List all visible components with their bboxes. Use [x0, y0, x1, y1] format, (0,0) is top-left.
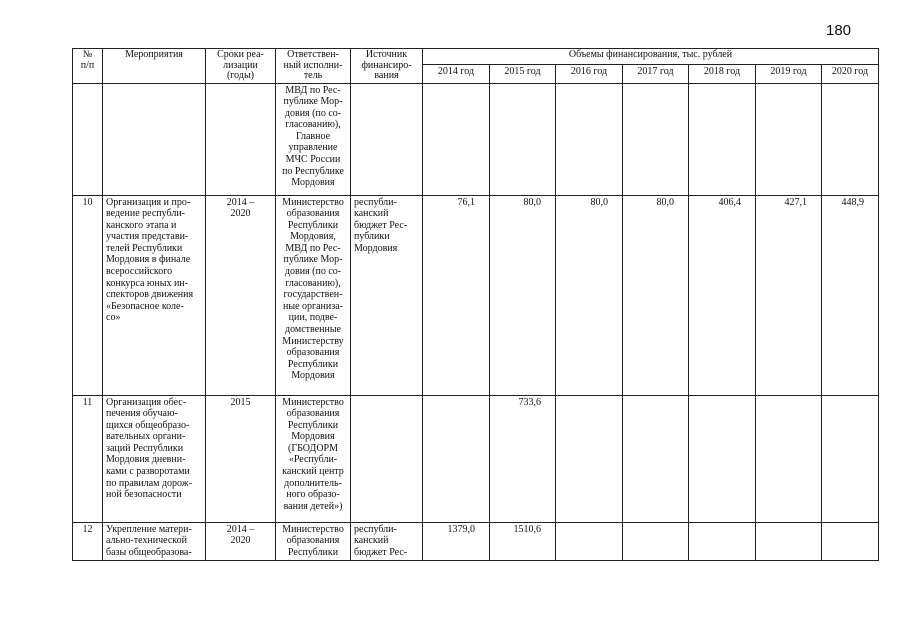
cell-value: 733,6	[490, 395, 556, 522]
header-source: Источник финансиро- вания	[351, 49, 423, 84]
header-row-1	[73, 49, 879, 65]
header-year: 2018 год	[689, 65, 756, 83]
cell-value: 80,0	[556, 195, 623, 395]
cell-responsible: Министерство образования Республики Мордовия (ГБОДОРМ «Республи- канский центр дополнитель- ного образо- вания детей»)	[276, 395, 351, 522]
cell-num: 12	[73, 522, 103, 560]
table-row	[73, 83, 879, 195]
cell-value	[689, 395, 756, 522]
cell-value: 80,0	[490, 195, 556, 395]
cell-value	[822, 522, 879, 560]
cell-value	[756, 395, 822, 522]
header-year: 2016 год	[556, 65, 623, 83]
cell-value	[756, 83, 822, 195]
cell-num: 11	[73, 395, 103, 522]
cell-value	[556, 83, 623, 195]
cell-value	[623, 522, 689, 560]
cell-value	[623, 395, 689, 522]
header-terms: Сроки реа- лизации (годы)	[206, 49, 276, 84]
cell-value	[822, 83, 879, 195]
header-funding-group: Объемы финансирования, тыс. рублей	[423, 49, 879, 65]
cell-terms: 2014 – 2020	[206, 195, 276, 395]
header-year: 2015 год	[490, 65, 556, 83]
header-event: Мероприятия	[103, 49, 206, 84]
table-row	[73, 395, 879, 522]
header-year: 2020 год	[822, 65, 879, 83]
header-year: 2014 год	[423, 65, 490, 83]
cell-responsible: Министерство образования Республики Мордовия, МВД по Рес- публике Мор- довия (по со- гласованию), государствен- ные организа- ции, подве- домственные Министерству образования Республики Мордовия	[276, 195, 351, 395]
table-row	[73, 195, 879, 395]
cell-terms: 2015	[206, 395, 276, 522]
cell-source	[351, 395, 423, 522]
cell-event: Укрепление матери- ально-технической базы общеобразова-	[103, 522, 206, 560]
cell-value	[423, 83, 490, 195]
header-year: 2017 год	[623, 65, 689, 83]
header-responsible: Ответствен- ный исполни- тель	[276, 49, 351, 84]
cell-value	[822, 395, 879, 522]
page-number: 180	[826, 22, 852, 39]
cell-value	[756, 522, 822, 560]
funding-table	[72, 48, 879, 561]
cell-terms: 2014 – 2020	[206, 522, 276, 560]
cell-responsible: МВД по Рес- публике Мор- довия (по со- гласованию), Главное управление МЧС России по Республике Мордовия	[276, 83, 351, 195]
cell-source	[351, 83, 423, 195]
cell-num	[73, 83, 103, 195]
cell-value	[556, 522, 623, 560]
cell-value	[490, 83, 556, 195]
cell-value: 76,1	[423, 195, 490, 395]
cell-event: Организация и про- ведение республи- канского этапа и участия представи- телей Республики Мордовия в финале всероссийского конкурса юных ин- спекторов движения «Безопасное коле- со»	[103, 195, 206, 395]
header-year: 2019 год	[756, 65, 822, 83]
cell-terms	[206, 83, 276, 195]
table-row	[73, 522, 879, 560]
cell-value: 1379,0	[423, 522, 490, 560]
cell-value: 1510,6	[490, 522, 556, 560]
cell-value	[556, 395, 623, 522]
cell-responsible: Министерство образования Республики	[276, 522, 351, 560]
cell-value: 448,9	[822, 195, 879, 395]
cell-value	[689, 522, 756, 560]
cell-value	[423, 395, 490, 522]
cell-event: Организация обес- печения обучаю- щихся общеобразо- вательных органи- заций Республики Мордовия дневни- ками с разворотами по правилам дорож- ной безопасности	[103, 395, 206, 522]
cell-value: 80,0	[623, 195, 689, 395]
cell-source: республи- канский бюджет Рес- публики Мордовия	[351, 195, 423, 395]
header-num: № п/п	[73, 49, 103, 84]
cell-value	[623, 83, 689, 195]
cell-value: 427,1	[756, 195, 822, 395]
cell-source: республи- канский бюджет Рес-	[351, 522, 423, 560]
cell-event	[103, 83, 206, 195]
cell-value	[689, 83, 756, 195]
cell-value: 406,4	[689, 195, 756, 395]
cell-num: 10	[73, 195, 103, 395]
